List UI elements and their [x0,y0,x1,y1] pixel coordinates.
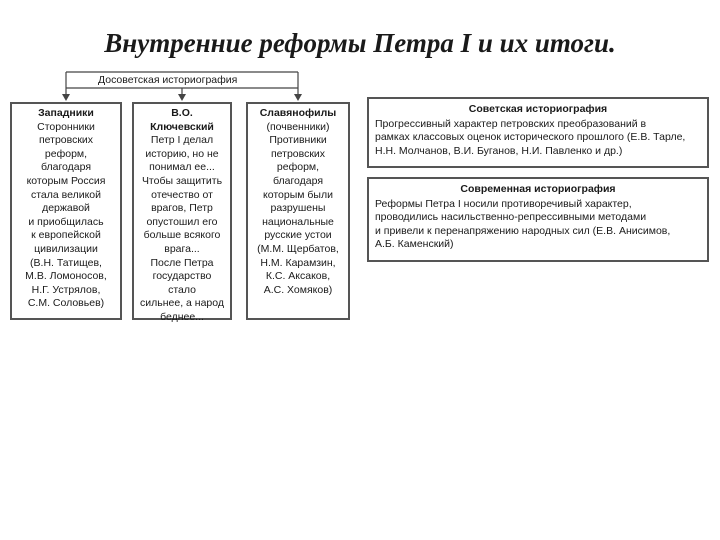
arrow-middle-head [178,94,186,101]
column-westerners [10,102,122,320]
soviet-historiography-title: Советская историография [468,103,608,115]
top-label: Досоветская историография [95,74,240,86]
column-klyuchevsky-title: В.О. Ключевский [150,107,214,133]
arrow-left-head [62,94,70,101]
column-klyuchevsky-body: Петр I делал историю, но не понимал ее... Чтобы защитить отечество от врагов, Петр опустошил его больше всякого врага... После Петра государство стало сильнее, а народ беднее... [140,134,224,323]
column-westerners-body: Сторонники петровских реформ, благодаря которым Россия стала великой державой и приобщилась к европейской цивилизации (В.Н. Татищев, М.В. Ломоносов, Н.Г. Устрялов, С.М. Соловьев) [25,120,107,310]
soviet-historiography-body: Прогрессивный характер петровских преобразований в рамках классовых оценок исторического прошлого (Е.В. Тарле, Н.Н. Молчанов, В.И. Буганов, Н.И. Павленко и др.) [375,117,686,157]
modern-historiography-title: Современная историография [460,183,616,195]
column-slavophiles-title: Славянофилы [259,107,337,119]
slide-title: Внутренние реформы Петра I и их итоги. [104,28,616,58]
column-westerners-title: Западники [38,107,94,119]
modern-historiography-body: Реформы Петра I носили противоречивый характер, проводились насильственно-репрессивными методами и привели к перенапряжению народных сил (Е.В. Анисимов, А.Б. Каменский) [375,197,671,251]
column-slavophiles [246,102,350,320]
modern-historiography-box [367,177,709,262]
column-slavophiles-body: (почвенники) Противники петровских реформ, благодаря которым были разрушены национальные русские устои (М.М. Щербатов, Н.М. Карамзин, К.С. Аксаков, А.С. Хомяков) [257,120,339,296]
soviet-historiography-box [367,97,709,168]
column-klyuchevsky [132,102,232,323]
arrow-right-head [294,94,302,101]
